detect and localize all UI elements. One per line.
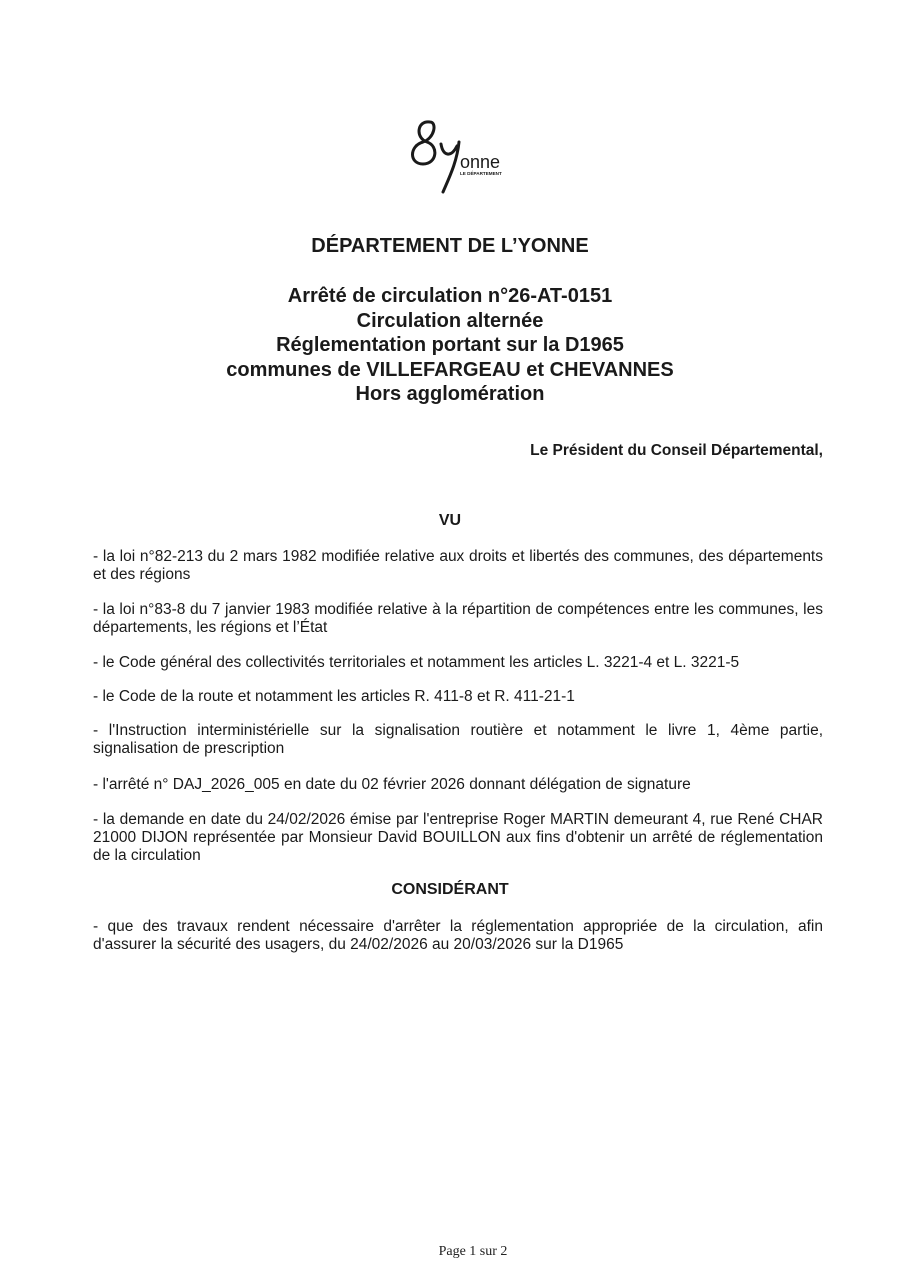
- yonne-logo-mark: [405, 112, 520, 196]
- logo-word: onne: [460, 152, 501, 172]
- decree-title-line: communes de VILLEFARGEAU et CHEVANNES: [226, 358, 674, 381]
- logo-tagline: LE DÉPARTEMENT: [460, 171, 502, 176]
- vu-heading: VU: [438, 512, 462, 529]
- vu-item: - la demande en date du 24/02/2026 émise par l'entreprise Roger MARTIN demeurant 4, rue René CHAR 21000 DIJON représentée par Monsieur David BOUILLON aux fins d'obtenir un arrêté de réglementation de la circulation: [93, 811, 823, 864]
- vu-item: - le Code général des collectivités territoriales et notamment les articles L. 3221-4 et L. 3221-5: [93, 654, 740, 671]
- vu-item: - l'Instruction interministérielle sur la signalisation routière et notamment le livre 1, 4ème partie, signalisation de prescription: [93, 722, 823, 757]
- vu-item: - le Code de la route et notamment les articles R. 411-8 et R. 411-21-1: [93, 688, 575, 705]
- decree-title-line: Réglementation portant sur la D1965: [276, 334, 624, 356]
- decree-title-line: Circulation alternée: [356, 309, 544, 332]
- considerant-item: - que des travaux rendent nécessaire d'arrêter la réglementation appropriée de la circulation, afin d'assurer la sécurité des usagers, du 24/02/2026 au 20/03/2026 sur la D1965: [93, 918, 823, 953]
- considerant-heading: CONSIDÉRANT: [391, 881, 509, 898]
- decree-title-line: Arrêté de circulation n°26-AT-0151: [287, 285, 613, 307]
- vu-item: - l'arrêté n° DAJ_2026_005 en date du 02 février 2026 donnant délégation de signature: [93, 776, 691, 793]
- yonne-logo: [405, 112, 520, 196]
- vu-item: - la loi n°83-8 du 7 janvier 1983 modifiée relative à la répartition de compétences entre les communes, les départements, les régions et l’État: [93, 601, 823, 636]
- department-name: DÉPARTEMENT DE L’YONNE: [311, 235, 589, 257]
- president-line: Le Président du Conseil Départemental,: [530, 442, 823, 459]
- decree-title: [0, 284, 900, 407]
- vu-item: - la loi n°82-213 du 2 mars 1982 modifiée relative aux droits et libertés des communes, des départements et des régions: [93, 548, 823, 583]
- decree-title-line: Hors agglomération: [355, 383, 545, 405]
- page-number: Page 1 sur 2: [438, 1244, 508, 1259]
